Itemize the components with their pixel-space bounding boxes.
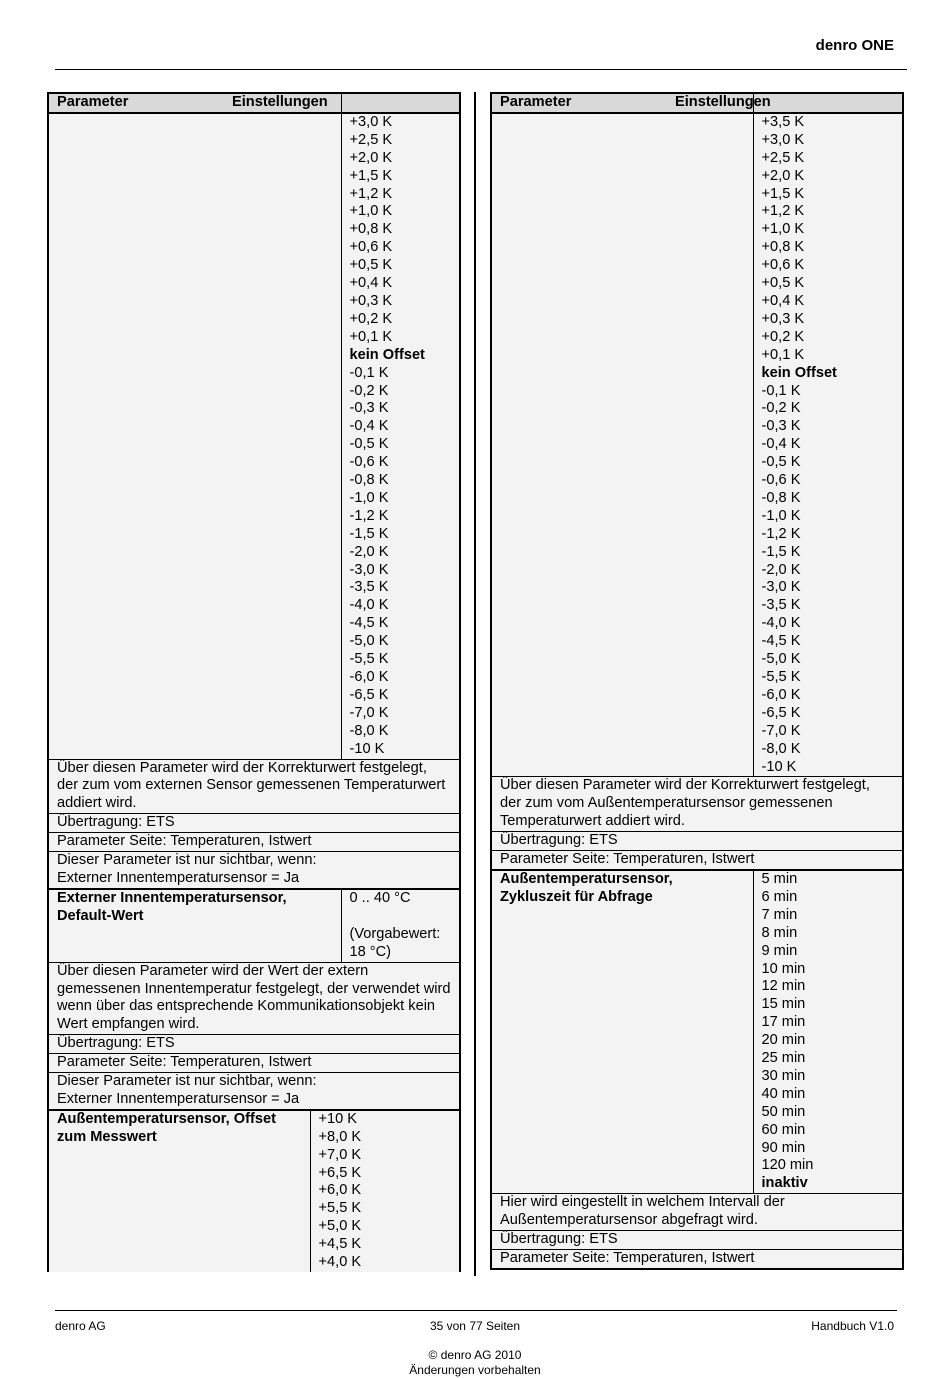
setting-value: kein Offset	[349, 346, 425, 363]
transfer-info: Übertragung: ETS	[491, 832, 903, 851]
table-row	[48, 1054, 460, 1073]
setting-value: 25 min	[761, 1050, 806, 1067]
setting-value: +0,5 K	[761, 275, 805, 292]
parameter-description: Über diesen Parameter wird der Wert der extern gemessenen Innentemperatur festgelegt, der verwendet wird wenn über das entsprechende Kommunikationsobjekt kein Wert empfangen wird.	[48, 962, 460, 1035]
left-column	[47, 92, 461, 1272]
visibility-line: Externer Innentemperatursensor = Ja	[57, 869, 300, 886]
setting-value: 6 min	[761, 888, 798, 905]
setting-value: +4,0 K	[318, 1254, 362, 1271]
setting-value: +5,0 K	[318, 1218, 362, 1235]
setting-value: +6,0 K	[318, 1182, 362, 1199]
setting-value: -0,3 K	[761, 418, 801, 435]
setting-value: +1,0 K	[761, 221, 805, 238]
setting-value: -10 K	[761, 758, 797, 775]
setting-value: +0,3 K	[349, 292, 393, 309]
table-row	[491, 851, 903, 870]
footer-divider	[55, 1310, 897, 1311]
table-header-row	[48, 93, 460, 113]
setting-value: -3,0 K	[349, 561, 389, 578]
setting-value: -1,5 K	[761, 543, 801, 560]
setting-value: -6,0 K	[349, 669, 389, 685]
parameter-name: zum Messwert	[57, 1128, 157, 1145]
setting-value: -5,5 K	[761, 669, 801, 685]
setting-value: -0,8 K	[349, 472, 389, 489]
setting-value: -0,2 K	[349, 382, 389, 399]
parameter-page-info: Parameter Seite: Temperaturen, Istwert	[491, 851, 903, 870]
parameter-table-left	[47, 92, 461, 1109]
setting-value: -4,5 K	[349, 615, 389, 632]
setting-value: -4,0 K	[761, 615, 801, 632]
column-header	[48, 93, 341, 113]
outdoor-offset-values-list	[310, 1110, 460, 1272]
setting-value: -1,2 K	[761, 525, 801, 542]
column-header-settings: Einstellungen	[675, 94, 771, 110]
setting-value: 10 min	[761, 960, 806, 977]
table-row	[48, 1035, 460, 1054]
setting-value: -5,0 K	[349, 633, 389, 650]
parameter-name: Default-Wert	[57, 907, 144, 924]
setting-value: +0,4 K	[349, 275, 393, 292]
setting-value: +0,2 K	[349, 310, 393, 327]
setting-value: +0,3 K	[761, 310, 805, 327]
setting-value: 50 min	[761, 1103, 806, 1120]
setting-value: 60 min	[761, 1121, 806, 1138]
offset-values-list	[341, 113, 460, 759]
parameter-name: Externer Innentemperatursensor,	[57, 889, 287, 906]
offset-values-list	[753, 114, 903, 777]
parameter-page-info: Parameter Seite: Temperaturen, Istwert	[48, 833, 460, 852]
setting-value: -1,0 K	[761, 507, 801, 524]
setting-value: +4,5 K	[318, 1236, 362, 1253]
setting-value: 12 min	[761, 978, 806, 995]
setting-value: +8,0 K	[318, 1128, 362, 1145]
setting-value: -8,0 K	[761, 740, 801, 757]
setting-value: +0,8 K	[349, 221, 393, 238]
setting-value: -5,5 K	[349, 651, 389, 668]
setting-value: -0,1 K	[761, 382, 801, 399]
setting-value: 7 min	[761, 906, 798, 923]
setting-value: +0,6 K	[761, 257, 805, 274]
transfer-info: Übertragung: ETS	[48, 814, 460, 833]
setting-value: +0,6 K	[349, 239, 393, 256]
column-header-parameter: Parameter	[57, 94, 129, 110]
setting-value: kein Offset	[761, 364, 837, 381]
column-divider	[474, 92, 476, 1276]
visibility-condition	[48, 1073, 460, 1109]
transfer-info: Übertragung: ETS	[48, 1035, 460, 1054]
setting-value: +0,8 K	[761, 239, 805, 256]
setting-value: -5,0 K	[761, 651, 801, 668]
setting-value: -0,6 K	[761, 472, 801, 489]
setting-value: +3,0 K	[349, 113, 393, 130]
setting-value: +1,2 K	[761, 203, 805, 220]
table-row	[48, 889, 460, 962]
table-row	[491, 1194, 903, 1231]
setting-value: +3,0 K	[761, 131, 805, 148]
table-row	[48, 113, 460, 759]
setting-value: -4,0 K	[349, 597, 389, 614]
setting-value: -8,0 K	[349, 722, 389, 739]
setting-value: +0,4 K	[761, 292, 805, 309]
setting-value: 30 min	[761, 1067, 806, 1084]
table-row	[48, 814, 460, 833]
table-row	[491, 114, 903, 777]
column-header	[491, 93, 771, 113]
setting-value: +1,5 K	[349, 167, 393, 184]
table-row	[48, 833, 460, 852]
footer-copyright	[0, 1348, 950, 1378]
default-value-cell	[341, 889, 460, 962]
parameter-description: Über diesen Parameter wird der Korrekturwert festgelegt, der zum vom externen Sensor gemessenen Temperaturwert addiert wird.	[48, 759, 460, 814]
table-row	[48, 759, 460, 814]
parameter-table-left-continued	[47, 1109, 461, 1272]
setting-value: +2,0 K	[761, 167, 805, 184]
parameter-name-cell	[491, 114, 753, 777]
table-row	[491, 1231, 903, 1250]
table-header-row	[491, 93, 903, 113]
notice-text: Änderungen vorbehalten	[409, 1363, 541, 1377]
setting-value: -7,0 K	[349, 704, 389, 721]
footer-manual-version: Handbuch V1.0	[811, 1319, 894, 1333]
setting-value: 17 min	[761, 1014, 806, 1031]
cycle-values-list	[753, 870, 903, 1194]
footer-company: denro AG	[55, 1319, 106, 1333]
table-row	[491, 777, 903, 832]
setting-value: -6,5 K	[761, 704, 801, 721]
table-row	[48, 852, 460, 889]
setting-value: +5,5 K	[318, 1200, 362, 1217]
header-divider	[55, 69, 907, 70]
setting-value: +0,1 K	[349, 328, 393, 345]
setting-value: +2,5 K	[761, 149, 805, 166]
table-row	[48, 962, 460, 1035]
footer-page-number: 35 von 77 Seiten	[429, 1319, 521, 1333]
setting-value: -3,5 K	[349, 579, 389, 596]
setting-value: -6,5 K	[349, 686, 389, 703]
parameter-name: Zykluszeit für Abfrage	[500, 888, 653, 905]
parameter-description: Hier wird eingestellt in welchem Intervall der Außentemperatursensor abgefragt wird.	[491, 1194, 903, 1231]
setting-value: -3,0 K	[761, 579, 801, 596]
setting-value: -10 K	[349, 740, 385, 757]
copyright-text: © denro AG 2010	[428, 1348, 522, 1362]
setting-value: 8 min	[761, 924, 798, 941]
table-row	[48, 1110, 460, 1272]
setting-value: +1,2 K	[349, 185, 393, 202]
visibility-line: Dieser Parameter ist nur sichtbar, wenn:	[57, 852, 317, 869]
parameter-name-cell	[48, 889, 341, 962]
table-row	[48, 1073, 460, 1109]
column-header-parameter: Parameter	[500, 94, 572, 110]
parameter-page-info: Parameter Seite: Temperaturen, Istwert	[48, 1054, 460, 1073]
setting-value: 120 min	[761, 1157, 814, 1174]
setting-value: +0,2 K	[761, 328, 805, 345]
setting-value: -0,4 K	[349, 418, 389, 435]
setting-value: -1,5 K	[349, 525, 389, 542]
setting-value: -1,0 K	[349, 489, 389, 506]
parameter-table-right	[490, 92, 904, 114]
setting-value: +2,0 K	[349, 149, 393, 166]
value-range: 0 .. 40 °C	[349, 889, 411, 906]
parameter-name: Außentemperatursensor,	[500, 870, 673, 887]
table-row	[491, 1250, 903, 1269]
setting-value: -2,0 K	[349, 543, 389, 560]
transfer-info: Übertragung: ETS	[491, 1231, 903, 1250]
setting-value: +7,0 K	[318, 1146, 362, 1163]
column-header-settings: Einstellungen	[232, 94, 328, 110]
parameter-name-cell	[491, 870, 753, 1194]
parameter-name-cell	[48, 1110, 310, 1272]
setting-value: -0,6 K	[349, 454, 389, 471]
setting-value: 40 min	[761, 1085, 806, 1102]
setting-value: inaktiv	[761, 1175, 808, 1192]
visibility-condition	[48, 852, 460, 889]
setting-value: +1,5 K	[761, 185, 805, 202]
setting-value: -0,5 K	[349, 436, 389, 453]
visibility-line: Externer Innentemperatursensor = Ja	[57, 1090, 300, 1107]
setting-value: 9 min	[761, 942, 798, 959]
setting-value: -2,0 K	[761, 561, 801, 578]
setting-value: 20 min	[761, 1032, 806, 1049]
setting-value: -6,0 K	[761, 686, 801, 703]
setting-value: +0,1 K	[761, 346, 805, 363]
setting-value: 5 min	[761, 870, 798, 887]
setting-value: +1,0 K	[349, 203, 393, 220]
setting-value: 15 min	[761, 996, 806, 1013]
setting-value: +0,5 K	[349, 257, 393, 274]
preset-value: (Vorgabewert:	[349, 925, 441, 942]
setting-value: -4,5 K	[761, 633, 801, 650]
setting-value: -0,3 K	[349, 400, 389, 417]
setting-value: +3,5 K	[761, 113, 805, 130]
table-row	[491, 870, 903, 1194]
right-column	[490, 92, 904, 1270]
setting-value: -0,8 K	[761, 489, 801, 506]
setting-value: 90 min	[761, 1139, 806, 1156]
setting-value: -0,1 K	[349, 364, 389, 381]
preset-value: 18 °C)	[349, 943, 392, 960]
parameter-description: Über diesen Parameter wird der Korrekturwert festgelegt, der zum vom Außentemperatursensor gemessenen Temperaturwert addiert wird.	[491, 777, 903, 832]
table-row	[491, 832, 903, 851]
setting-value: -0,4 K	[761, 436, 801, 453]
parameter-name: Außentemperatursensor, Offset	[57, 1110, 276, 1127]
visibility-line: Dieser Parameter ist nur sichtbar, wenn:	[57, 1073, 317, 1090]
setting-value: -0,5 K	[761, 454, 801, 471]
parameter-page-info: Parameter Seite: Temperaturen, Istwert	[491, 1250, 903, 1269]
setting-value: -0,2 K	[761, 400, 801, 417]
setting-value: -1,2 K	[349, 507, 389, 524]
setting-value: +10 K	[318, 1110, 358, 1127]
parameter-name-cell	[48, 113, 341, 759]
header-title: denro ONE	[815, 37, 894, 54]
setting-value: +2,5 K	[349, 131, 393, 148]
setting-value: -3,5 K	[761, 597, 801, 614]
setting-value: -7,0 K	[761, 722, 801, 739]
setting-value: +6,5 K	[318, 1164, 362, 1181]
